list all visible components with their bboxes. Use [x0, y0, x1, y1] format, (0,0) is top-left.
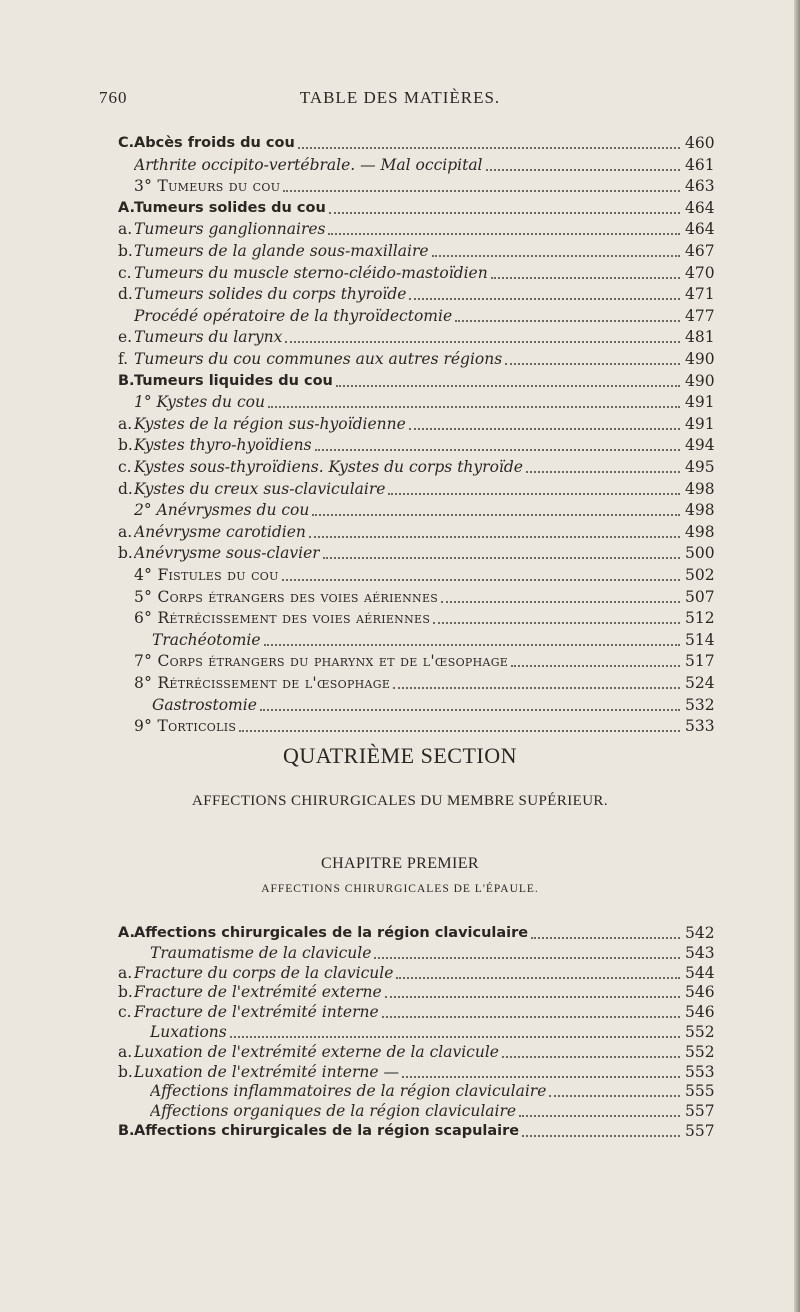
toc-entry-title: Tumeurs du larynx — [134, 328, 283, 347]
toc-entry-letter: b. — [118, 983, 133, 1002]
toc-entry-title: 9° Torticolis — [134, 717, 237, 736]
toc-entry-title: 2° Anévrysmes du cou — [134, 501, 310, 520]
dot-leader — [382, 1016, 680, 1018]
toc-entry-letter: a. — [118, 414, 133, 433]
dot-leader — [526, 471, 680, 473]
toc-entry — [0, 586, 800, 608]
toc-entry — [0, 942, 800, 964]
toc-entry — [0, 981, 800, 1003]
toc-entry — [0, 607, 800, 629]
toc-entry-letter: e. — [118, 328, 133, 347]
dot-leader — [336, 385, 680, 387]
toc-entry-title: Fracture de l'extrémité interne — [134, 1003, 379, 1022]
toc-entry — [0, 1021, 800, 1043]
toc-entry-title: 5° Corps étrangers des voies aériennes — [134, 587, 439, 606]
toc-entry-page: 471 — [685, 285, 715, 304]
toc-entry — [0, 175, 800, 197]
toc-entry-title: Traumatisme de la clavicule — [150, 943, 372, 962]
dot-leader — [531, 937, 680, 939]
dot-leader — [388, 493, 680, 495]
toc-entry — [0, 650, 800, 672]
toc-entry-letter: a. — [118, 1042, 133, 1061]
toc-entry-page: 543 — [685, 943, 715, 962]
toc-entry-page: 532 — [685, 695, 715, 714]
toc-entry — [0, 1080, 800, 1102]
toc-entry — [0, 456, 800, 478]
dot-leader — [441, 601, 680, 603]
toc-entry — [0, 922, 800, 944]
dot-leader — [409, 298, 680, 300]
toc-entry — [0, 1100, 800, 1122]
toc-entry-title: Fracture de l'extrémité externe — [134, 983, 382, 1002]
toc-entry — [0, 629, 800, 651]
toc-entry-page: 470 — [685, 263, 715, 282]
toc-entry — [0, 962, 800, 984]
toc-entry-title: 8° Rétrécissement de l'œsophage — [134, 674, 391, 692]
chapter-title: CHAPITRE PREMIER — [321, 855, 479, 872]
toc-entry-page: 552 — [685, 1023, 715, 1041]
toc-entry — [0, 1001, 800, 1023]
toc-entry-title: Kystes du creux sus-claviculaire — [134, 479, 386, 498]
dot-leader — [264, 644, 680, 646]
toc-entry-page: 494 — [685, 436, 715, 455]
toc-entry-page: 512 — [685, 609, 715, 628]
toc-entry-page: 464 — [685, 198, 715, 217]
toc-entry — [0, 348, 800, 370]
toc-entry-letter: c. — [118, 458, 132, 476]
dot-leader — [502, 1056, 680, 1058]
toc-entry — [0, 564, 800, 586]
dot-leader — [328, 233, 680, 235]
toc-entry-page: 491 — [685, 393, 715, 412]
toc-entry-page: 553 — [685, 1062, 715, 1081]
dot-leader — [549, 1095, 680, 1097]
dot-leader — [268, 406, 680, 408]
running-header — [0, 88, 800, 118]
toc-entry — [0, 694, 800, 716]
toc-entry — [0, 434, 800, 456]
toc-entry — [0, 326, 800, 348]
toc-entry — [0, 672, 800, 694]
chapter-subtitle: AFFECTIONS CHIRURGICALES DE L'ÉPAULE. — [261, 883, 539, 895]
toc-entry-title: Tumeurs du muscle sterno-cléido-mastoïdien — [134, 263, 488, 282]
toc-entry — [0, 132, 800, 154]
toc-entry-title: Affections inflammatoires de la région claviculaire — [150, 1082, 547, 1101]
toc-entry-letter: b. — [118, 242, 133, 260]
toc-entry — [0, 283, 800, 305]
toc-entry — [0, 478, 800, 500]
running-title: TABLE DES MATIÈRES. — [299, 88, 501, 107]
toc-entry-letter: C. — [118, 135, 135, 151]
dot-leader — [374, 957, 680, 959]
toc-entry — [0, 154, 800, 176]
toc-entry-page: 552 — [685, 1042, 715, 1061]
toc-entry-letter: b. — [118, 1062, 133, 1081]
toc-entry-title: 3° Tumeurs du cou — [134, 177, 281, 196]
toc-entry-page: 463 — [685, 177, 715, 196]
toc-entry-letter: B. — [118, 372, 135, 389]
toc-entry-page: 514 — [685, 630, 715, 649]
toc-entry-page: 546 — [685, 983, 715, 1002]
toc-entry-letter: c. — [118, 263, 132, 282]
toc-entry-title: Trachéotomie — [152, 630, 261, 649]
toc-entry-page: 498 — [685, 522, 715, 541]
toc-entry-page: 495 — [685, 458, 715, 476]
dot-leader — [385, 996, 680, 998]
toc-entry — [0, 499, 800, 521]
toc-entry-letter: d. — [118, 479, 133, 498]
toc-entry-title: Procédé opératoire de la thyroïdectomie — [134, 306, 453, 325]
toc-entry-title: Kystes thyro-hyoïdiens — [134, 436, 312, 455]
toc-entry-page: 517 — [685, 652, 715, 671]
dot-leader — [486, 169, 680, 171]
toc-entry-title: Fracture du corps de la clavicule — [134, 963, 394, 982]
toc-entry-page: 464 — [685, 220, 715, 239]
toc-entry-page: 557 — [685, 1102, 715, 1121]
toc-entry-page: 491 — [685, 414, 715, 433]
toc-entry-title: Tumeurs de la glande sous-maxillaire — [134, 242, 429, 260]
dot-leader — [298, 147, 680, 149]
dot-leader — [315, 449, 680, 451]
dot-leader — [283, 190, 680, 192]
dot-leader — [409, 428, 680, 430]
toc-entry — [0, 715, 800, 737]
dot-leader — [323, 557, 680, 559]
dot-leader — [432, 255, 680, 257]
toc-entry-letter: d. — [118, 285, 133, 304]
toc-entry-page: 533 — [685, 717, 715, 736]
toc-entry-title: Anévrysme carotidien — [134, 522, 306, 541]
toc-entry-page: 542 — [685, 924, 715, 942]
toc-entry-page: 467 — [685, 242, 715, 260]
toc-entry-title: Affections chirurgicales de la région scapulaire — [134, 1123, 520, 1139]
toc-entry — [0, 391, 800, 413]
toc-entry-page: 481 — [685, 328, 715, 347]
toc-entry — [0, 262, 800, 284]
toc-entry — [0, 521, 800, 543]
toc-entry — [0, 1120, 800, 1142]
toc-entry-title: Arthrite occipito-vertébrale. — Mal occipital — [134, 155, 483, 174]
toc-entry-letter: A. — [118, 925, 135, 941]
toc-entry — [0, 370, 800, 392]
toc-entry-title: Tumeurs ganglionnaires — [134, 220, 326, 239]
dot-leader — [491, 277, 680, 279]
toc-entry-page: 498 — [685, 501, 715, 520]
toc-entry — [0, 1061, 800, 1083]
toc-entry-page: 477 — [685, 306, 715, 325]
toc-entry-title: Anévrysme sous-clavier — [134, 544, 320, 563]
dot-leader — [260, 709, 680, 711]
section-subtitle: AFFECTIONS CHIRURGICALES DU MEMBRE SUPÉRIEUR. — [192, 793, 608, 809]
toc-entry-title: Affections chirurgicales de la région claviculaire — [134, 925, 529, 941]
toc-entry — [0, 305, 800, 327]
toc-entry-title: 1° Kystes du cou — [134, 393, 265, 412]
toc-entry — [0, 413, 800, 435]
toc-entry-title: Luxation de l'extrémité externe de la clavicule — [134, 1042, 499, 1061]
toc-entry-title: Tumeurs solides du corps thyroïde — [134, 285, 407, 304]
toc-entry-title: Tumeurs liquides du cou — [134, 372, 333, 389]
toc-entry-title: Luxation de l'extrémité interne — — [134, 1062, 399, 1081]
toc-entry-page: 490 — [685, 350, 715, 368]
toc-entry — [0, 542, 800, 564]
dot-leader — [511, 665, 680, 667]
dot-leader — [433, 622, 680, 624]
toc-entry-page: 524 — [685, 674, 715, 692]
toc-entry-page: 507 — [685, 587, 715, 606]
toc-entry-title: Kystes de la région sus-hyoïdienne — [134, 414, 406, 433]
toc-entry-page: 546 — [685, 1003, 715, 1022]
toc-entry-title: 6° Rétrécissement des voies aériennes — [134, 609, 431, 628]
toc-entry-letter: a. — [118, 220, 133, 239]
toc-entry-title: Affections organiques de la région claviculaire — [150, 1102, 517, 1121]
toc-entry-page: 557 — [685, 1122, 715, 1140]
toc-entry-page: 460 — [685, 134, 715, 152]
toc-entry-letter: b. — [118, 544, 133, 563]
toc-entry-page: 500 — [685, 544, 715, 563]
dot-leader — [239, 730, 680, 732]
toc-entry-letter: b. — [118, 436, 133, 455]
toc-entry-letter: A. — [118, 199, 135, 216]
toc-entry-page: 461 — [685, 155, 715, 174]
toc-entry — [0, 197, 800, 219]
dot-leader — [402, 1076, 680, 1078]
dot-leader — [455, 320, 680, 322]
toc-entry — [0, 240, 800, 262]
dot-leader — [393, 687, 680, 689]
toc-entry-page: 498 — [685, 479, 715, 498]
dot-leader — [522, 1135, 680, 1137]
toc-entry-title: Kystes sous-thyroïdiens. Kystes du corps thyroïde — [134, 458, 523, 476]
toc-entry-page: 490 — [685, 371, 715, 390]
dot-leader — [282, 579, 680, 581]
dot-leader — [329, 212, 680, 214]
dot-leader — [285, 341, 680, 343]
toc-entry-title: Tumeurs solides du cou — [134, 199, 326, 216]
toc-entry-letter: f. — [118, 350, 129, 368]
toc-entry-page: 544 — [685, 963, 715, 982]
toc-entry — [0, 218, 800, 240]
toc-entry — [0, 1041, 800, 1063]
toc-entry-letter: a. — [118, 522, 133, 541]
toc-entry-title: 4° Fistules du cou — [134, 566, 279, 584]
page-edge — [794, 0, 800, 1312]
dot-leader — [230, 1036, 680, 1038]
dot-leader — [519, 1115, 680, 1117]
dot-leader — [309, 536, 680, 538]
toc-entry-title: Gastrostomie — [152, 695, 257, 714]
toc-entry-letter: c. — [118, 1003, 132, 1022]
section-title: QUATRIÈME SECTION — [283, 743, 517, 768]
toc-entry-title: 7° Corps étrangers du pharynx et de l'œsophage — [134, 652, 509, 671]
toc-entry-letter: a. — [118, 963, 133, 982]
page-number: 760 — [99, 88, 128, 107]
dot-leader — [312, 514, 680, 516]
dot-leader — [396, 977, 680, 979]
toc-entry-title: Tumeurs du cou communes aux autres régions — [134, 350, 503, 368]
toc-entry-title: Luxations — [150, 1023, 227, 1041]
dot-leader — [505, 363, 680, 365]
toc-entry-letter: B. — [118, 1123, 135, 1139]
toc-entry-title: Abcès froids du cou — [134, 135, 295, 151]
toc-entry-page: 502 — [685, 566, 715, 584]
toc-entry-page: 555 — [685, 1082, 715, 1101]
